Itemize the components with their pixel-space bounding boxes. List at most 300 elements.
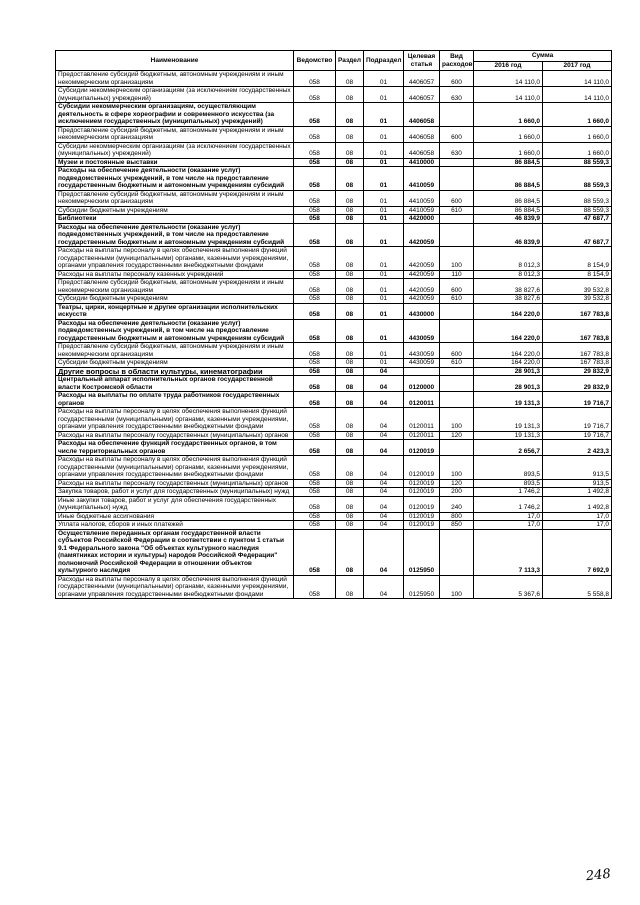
cell-section: 08 bbox=[336, 142, 364, 158]
cell-target: 4420059 bbox=[404, 279, 440, 295]
cell-expense: 630 bbox=[440, 142, 474, 158]
cell-name: Библиотеки bbox=[56, 215, 294, 224]
cell-expense: 600 bbox=[440, 126, 474, 142]
cell-sum-2016: 86 884,5 bbox=[474, 158, 543, 167]
cell-name: Расходы на выплаты персоналу в целях обеспечения выполнения функций государственными (муниципальными) органами, казенными учреждениями, органами управления государственными внебюджетными фондами bbox=[56, 408, 294, 432]
cell-subsection: 04 bbox=[364, 479, 404, 488]
cell-dept: 058 bbox=[294, 215, 336, 224]
cell-subsection: 04 bbox=[364, 392, 404, 408]
cell-dept: 058 bbox=[294, 529, 336, 575]
cell-expense: 240 bbox=[440, 496, 474, 512]
cell-section: 08 bbox=[336, 456, 364, 480]
cell-name: Театры, цирки, концертные и другие организации исполнительских искусств bbox=[56, 303, 294, 319]
cell-sum-2016: 7 113,3 bbox=[474, 529, 543, 575]
table-row bbox=[56, 431, 612, 440]
cell-sum-2016: 28 901,3 bbox=[474, 376, 543, 392]
cell-name: Расходы на обеспечение деятельности (оказание услуг) подведомственных учреждений, в том числе на предоставление государственным бюджетным и автономным учреждениям субсидий bbox=[56, 223, 294, 247]
cell-target: 4430000 bbox=[404, 303, 440, 319]
cell-target: 0125950 bbox=[404, 575, 440, 599]
table-row bbox=[56, 367, 612, 376]
cell-target: 0120019 bbox=[404, 440, 440, 456]
cell-dept: 058 bbox=[294, 190, 336, 206]
table-row bbox=[56, 223, 612, 247]
cell-sum-2016: 46 839,9 bbox=[474, 223, 543, 247]
cell-subsection: 04 bbox=[364, 367, 404, 376]
cell-expense: 100 bbox=[440, 456, 474, 480]
header-year-2017: 2017 год bbox=[543, 62, 612, 71]
table-row bbox=[56, 488, 612, 497]
cell-subsection: 01 bbox=[364, 319, 404, 343]
cell-sum-2017: 17,0 bbox=[543, 512, 612, 521]
cell-section: 08 bbox=[336, 408, 364, 432]
cell-sum-2016: 86 884,5 bbox=[474, 190, 543, 206]
cell-target: 0125950 bbox=[404, 529, 440, 575]
cell-section: 08 bbox=[336, 431, 364, 440]
cell-target: 4406057 bbox=[404, 87, 440, 103]
cell-dept: 058 bbox=[294, 343, 336, 359]
cell-target: 0120011 bbox=[404, 392, 440, 408]
cell-expense bbox=[440, 167, 474, 191]
cell-section: 08 bbox=[336, 359, 364, 368]
cell-dept: 058 bbox=[294, 142, 336, 158]
cell-subsection: 01 bbox=[364, 206, 404, 215]
cell-target: 4406057 bbox=[404, 71, 440, 87]
cell-expense bbox=[440, 303, 474, 319]
cell-sum-2016: 164 220,0 bbox=[474, 319, 543, 343]
cell-expense: 110 bbox=[440, 270, 474, 279]
cell-section: 08 bbox=[336, 103, 364, 127]
cell-sum-2016: 38 827,6 bbox=[474, 279, 543, 295]
cell-sum-2016: 1 660,0 bbox=[474, 103, 543, 127]
cell-name: Иные закупки товаров, работ и услуг для обеспечения государственных (муниципальных) нужд bbox=[56, 496, 294, 512]
cell-name: Расходы на выплаты персоналу казенных учреждений bbox=[56, 270, 294, 279]
cell-section: 08 bbox=[336, 376, 364, 392]
table-row bbox=[56, 167, 612, 191]
cell-sum-2017: 14 110,0 bbox=[543, 71, 612, 87]
cell-target: 0120019 bbox=[404, 496, 440, 512]
cell-dept: 058 bbox=[294, 479, 336, 488]
cell-sum-2017: 913,5 bbox=[543, 479, 612, 488]
cell-section: 08 bbox=[336, 206, 364, 215]
table-row bbox=[56, 190, 612, 206]
header-row bbox=[56, 51, 612, 62]
cell-section: 08 bbox=[336, 247, 364, 271]
cell-subsection: 01 bbox=[364, 247, 404, 271]
cell-dept: 058 bbox=[294, 103, 336, 127]
cell-subsection: 01 bbox=[364, 295, 404, 304]
cell-section: 08 bbox=[336, 71, 364, 87]
cell-name: Осуществление переданных органам государственной власти субъектов Российской Федерации в соответствии с пунктом 1 статьи 9.1 Федерального закона "Об объектах культурного наследия (памятниках истории и культуры) народов Российской Федерации" полномочий Российской Федерации в отношении объектов культурного наследия bbox=[56, 529, 294, 575]
cell-section: 08 bbox=[336, 488, 364, 497]
cell-sum-2017: 167 783,8 bbox=[543, 359, 612, 368]
cell-sum-2017: 1 660,0 bbox=[543, 126, 612, 142]
header-subsection: Подраздел bbox=[364, 51, 404, 71]
cell-sum-2017: 1 660,0 bbox=[543, 103, 612, 127]
cell-target: 0120011 bbox=[404, 431, 440, 440]
cell-expense bbox=[440, 367, 474, 376]
cell-sum-2017: 19 716,7 bbox=[543, 392, 612, 408]
cell-section: 08 bbox=[336, 496, 364, 512]
cell-name: Другие вопросы в области культуры, кинематографии bbox=[56, 367, 294, 376]
cell-dept: 058 bbox=[294, 512, 336, 521]
cell-subsection: 04 bbox=[364, 431, 404, 440]
cell-name: Предоставление субсидий бюджетным, автономным учреждениям и иным некоммерческим организациям bbox=[56, 343, 294, 359]
cell-target: 0120019 bbox=[404, 512, 440, 521]
cell-expense: 100 bbox=[440, 575, 474, 599]
cell-subsection: 04 bbox=[364, 408, 404, 432]
cell-dept: 058 bbox=[294, 167, 336, 191]
cell-sum-2016: 1 746,2 bbox=[474, 488, 543, 497]
cell-sum-2017: 7 692,9 bbox=[543, 529, 612, 575]
header-section: Раздел bbox=[336, 51, 364, 71]
cell-name: Расходы на выплаты персоналу в целях обеспечения выполнения функций государственными (муниципальными) органами, казенными учреждениями, органами управления государственными внебюджетными фондами bbox=[56, 456, 294, 480]
cell-subsection: 01 bbox=[364, 215, 404, 224]
cell-expense: 600 bbox=[440, 190, 474, 206]
cell-sum-2017: 47 687,7 bbox=[543, 223, 612, 247]
cell-subsection: 04 bbox=[364, 488, 404, 497]
table-row bbox=[56, 103, 612, 127]
cell-sum-2017: 88 559,3 bbox=[543, 206, 612, 215]
table-row bbox=[56, 303, 612, 319]
cell-section: 08 bbox=[336, 319, 364, 343]
cell-name: Субсидии некоммерческим организациям (за исключением государственных (муниципальных) учреждений) bbox=[56, 87, 294, 103]
cell-sum-2017: 1 492,8 bbox=[543, 488, 612, 497]
cell-subsection: 01 bbox=[364, 158, 404, 167]
cell-name: Расходы на выплаты персоналу в целях обеспечения выполнения функций государственными (муниципальными) органами, казенными учреждениями, органами управления государственными внебюджетными фондами bbox=[56, 247, 294, 271]
cell-sum-2017: 39 532,8 bbox=[543, 279, 612, 295]
cell-target: 4420000 bbox=[404, 215, 440, 224]
cell-subsection: 04 bbox=[364, 376, 404, 392]
cell-subsection: 04 bbox=[364, 512, 404, 521]
cell-expense: 600 bbox=[440, 71, 474, 87]
cell-dept: 058 bbox=[294, 488, 336, 497]
cell-dept: 058 bbox=[294, 319, 336, 343]
cell-sum-2016: 86 884,5 bbox=[474, 167, 543, 191]
cell-name: Расходы на выплаты персоналу в целях обеспечения выполнения функций государственными (муниципальными) органами, казенными учреждениями, органами управления государственными внебюджетными фондами bbox=[56, 575, 294, 599]
cell-name: Расходы на выплаты персоналу государственных (муниципальных) органов bbox=[56, 479, 294, 488]
cell-target: 0120011 bbox=[404, 408, 440, 432]
cell-expense: 630 bbox=[440, 87, 474, 103]
cell-dept: 058 bbox=[294, 392, 336, 408]
cell-sum-2017: 17,0 bbox=[543, 521, 612, 530]
header-sum: Сумма bbox=[474, 51, 612, 62]
cell-name: Предоставление субсидий бюджетным, автономным учреждениям и иным некоммерческим организациям bbox=[56, 126, 294, 142]
table-row bbox=[56, 87, 612, 103]
cell-target: 0120019 bbox=[404, 456, 440, 480]
cell-section: 08 bbox=[336, 215, 364, 224]
cell-section: 08 bbox=[336, 270, 364, 279]
cell-sum-2016: 1 746,2 bbox=[474, 496, 543, 512]
header-name: Наименование bbox=[56, 51, 294, 71]
cell-expense: 610 bbox=[440, 359, 474, 368]
cell-sum-2017: 19 716,7 bbox=[543, 431, 612, 440]
cell-sum-2017: 8 154,9 bbox=[543, 247, 612, 271]
cell-subsection: 01 bbox=[364, 343, 404, 359]
cell-expense: 850 bbox=[440, 521, 474, 530]
cell-name: Предоставление субсидий бюджетным, автономным учреждениям и иным некоммерческим организациям bbox=[56, 71, 294, 87]
cell-dept: 058 bbox=[294, 456, 336, 480]
cell-section: 08 bbox=[336, 343, 364, 359]
table-row bbox=[56, 142, 612, 158]
cell-dept: 058 bbox=[294, 270, 336, 279]
cell-sum-2016: 1 660,0 bbox=[474, 126, 543, 142]
header-target: Целевая статья bbox=[404, 51, 440, 71]
cell-sum-2017: 913,5 bbox=[543, 456, 612, 480]
cell-target: 4420059 bbox=[404, 295, 440, 304]
table-row bbox=[56, 126, 612, 142]
cell-subsection: 01 bbox=[364, 71, 404, 87]
table-row bbox=[56, 512, 612, 521]
cell-sum-2017: 167 783,8 bbox=[543, 319, 612, 343]
cell-sum-2016: 2 656,7 bbox=[474, 440, 543, 456]
cell-section: 08 bbox=[336, 295, 364, 304]
cell-sum-2017: 19 716,7 bbox=[543, 408, 612, 432]
cell-dept: 058 bbox=[294, 359, 336, 368]
cell-section: 08 bbox=[336, 223, 364, 247]
cell-target: 4430059 bbox=[404, 343, 440, 359]
cell-section: 08 bbox=[336, 190, 364, 206]
cell-subsection: 01 bbox=[364, 270, 404, 279]
cell-target bbox=[404, 367, 440, 376]
cell-name: Музеи и постоянные выставки bbox=[56, 158, 294, 167]
table-row bbox=[56, 343, 612, 359]
cell-section: 08 bbox=[336, 512, 364, 521]
cell-dept: 058 bbox=[294, 71, 336, 87]
cell-name: Субсидии некоммерческим организациям (за исключением государственных (муниципальных) учреждений) bbox=[56, 142, 294, 158]
cell-expense: 100 bbox=[440, 408, 474, 432]
cell-sum-2016: 19 131,3 bbox=[474, 431, 543, 440]
cell-sum-2017: 29 832,9 bbox=[543, 367, 612, 376]
cell-expense: 100 bbox=[440, 247, 474, 271]
cell-target: 4410059 bbox=[404, 206, 440, 215]
cell-target: 4420059 bbox=[404, 270, 440, 279]
cell-dept: 058 bbox=[294, 431, 336, 440]
cell-name: Иные бюджетные ассигнования bbox=[56, 512, 294, 521]
table-row bbox=[56, 529, 612, 575]
cell-expense: 120 bbox=[440, 431, 474, 440]
budget-sheet bbox=[55, 50, 611, 599]
cell-expense: 610 bbox=[440, 206, 474, 215]
cell-section: 08 bbox=[336, 279, 364, 295]
table-row bbox=[56, 408, 612, 432]
cell-sum-2017: 14 110,0 bbox=[543, 87, 612, 103]
cell-subsection: 04 bbox=[364, 575, 404, 599]
cell-section: 08 bbox=[336, 440, 364, 456]
cell-dept: 058 bbox=[294, 279, 336, 295]
table-row bbox=[56, 71, 612, 87]
table-row bbox=[56, 376, 612, 392]
cell-expense bbox=[440, 392, 474, 408]
cell-sum-2016: 28 901,3 bbox=[474, 367, 543, 376]
cell-dept: 058 bbox=[294, 367, 336, 376]
header-dept: Ведомство bbox=[294, 51, 336, 71]
cell-subsection: 01 bbox=[364, 167, 404, 191]
table-row bbox=[56, 319, 612, 343]
cell-sum-2017: 39 532,8 bbox=[543, 295, 612, 304]
table-row bbox=[56, 158, 612, 167]
table-row bbox=[56, 440, 612, 456]
cell-dept: 058 bbox=[294, 247, 336, 271]
cell-sum-2016: 8 012,3 bbox=[474, 247, 543, 271]
table-row bbox=[56, 496, 612, 512]
cell-subsection: 01 bbox=[364, 223, 404, 247]
cell-sum-2017: 2 423,3 bbox=[543, 440, 612, 456]
cell-expense bbox=[440, 529, 474, 575]
cell-expense: 610 bbox=[440, 295, 474, 304]
cell-dept: 058 bbox=[294, 575, 336, 599]
cell-target: 4406058 bbox=[404, 126, 440, 142]
cell-subsection: 01 bbox=[364, 279, 404, 295]
cell-subsection: 04 bbox=[364, 521, 404, 530]
table-row bbox=[56, 479, 612, 488]
cell-section: 08 bbox=[336, 479, 364, 488]
table-row bbox=[56, 215, 612, 224]
cell-name: Расходы на выплаты по оплате труда работников государственных органов bbox=[56, 392, 294, 408]
cell-name: Предоставление субсидий бюджетным, автономным учреждениям и иным некоммерческим организациям bbox=[56, 279, 294, 295]
cell-sum-2017: 29 832,9 bbox=[543, 376, 612, 392]
cell-section: 08 bbox=[336, 575, 364, 599]
cell-subsection: 01 bbox=[364, 359, 404, 368]
table-row bbox=[56, 521, 612, 530]
cell-sum-2017: 1 492,8 bbox=[543, 496, 612, 512]
cell-sum-2017: 5 558,8 bbox=[543, 575, 612, 599]
cell-section: 08 bbox=[336, 167, 364, 191]
cell-name: Расходы на обеспечение функций государственных органов, в том числе территориальных органов bbox=[56, 440, 294, 456]
cell-sum-2016: 46 839,9 bbox=[474, 215, 543, 224]
cell-subsection: 01 bbox=[364, 126, 404, 142]
cell-expense: 120 bbox=[440, 479, 474, 488]
cell-subsection: 01 bbox=[364, 142, 404, 158]
cell-name: Расходы на обеспечение деятельности (оказание услуг) подведомственных учреждений, в том числе на предоставление государственным бюджетным и автономным учреждениям субсидий bbox=[56, 167, 294, 191]
cell-expense bbox=[440, 103, 474, 127]
cell-sum-2017: 88 559,3 bbox=[543, 190, 612, 206]
cell-subsection: 01 bbox=[364, 87, 404, 103]
cell-section: 08 bbox=[336, 303, 364, 319]
table-row bbox=[56, 295, 612, 304]
cell-target: 4420059 bbox=[404, 223, 440, 247]
cell-target: 4410000 bbox=[404, 158, 440, 167]
cell-section: 08 bbox=[336, 87, 364, 103]
cell-target: 4410059 bbox=[404, 190, 440, 206]
cell-sum-2017: 167 783,8 bbox=[543, 303, 612, 319]
cell-sum-2016: 164 220,0 bbox=[474, 303, 543, 319]
cell-expense: 600 bbox=[440, 343, 474, 359]
cell-sum-2017: 167 783,8 bbox=[543, 343, 612, 359]
cell-name: Субсидии бюджетным учреждениям bbox=[56, 206, 294, 215]
cell-target: 4410059 bbox=[404, 167, 440, 191]
cell-target: 0120019 bbox=[404, 521, 440, 530]
cell-expense bbox=[440, 223, 474, 247]
cell-name: Центральный аппарат исполнительных органов государственной власти Костромской области bbox=[56, 376, 294, 392]
cell-name: Расходы на обеспечение деятельности (оказание услуг) подведомственных учреждений, в том числе на предоставление государственным бюджетным и автономным учреждениям субсидий bbox=[56, 319, 294, 343]
cell-expense: 600 bbox=[440, 279, 474, 295]
cell-subsection: 04 bbox=[364, 496, 404, 512]
cell-name: Субсидии бюджетным учреждениям bbox=[56, 359, 294, 368]
cell-target: 0120019 bbox=[404, 479, 440, 488]
cell-expense bbox=[440, 158, 474, 167]
cell-dept: 058 bbox=[294, 158, 336, 167]
cell-name: Уплата налогов, сборов и иных платежей bbox=[56, 521, 294, 530]
cell-section: 08 bbox=[336, 158, 364, 167]
cell-sum-2017: 8 154,9 bbox=[543, 270, 612, 279]
header-year-2016: 2016 год bbox=[474, 62, 543, 71]
cell-expense: 800 bbox=[440, 512, 474, 521]
cell-section: 08 bbox=[336, 126, 364, 142]
cell-sum-2016: 893,5 bbox=[474, 479, 543, 488]
cell-sum-2016: 14 110,0 bbox=[474, 71, 543, 87]
cell-dept: 058 bbox=[294, 126, 336, 142]
cell-sum-2016: 86 884,5 bbox=[474, 206, 543, 215]
cell-name: Закупка товаров, работ и услуг для государственных (муниципальных) нужд bbox=[56, 488, 294, 497]
cell-section: 08 bbox=[336, 392, 364, 408]
cell-sum-2016: 19 131,3 bbox=[474, 408, 543, 432]
cell-dept: 058 bbox=[294, 295, 336, 304]
cell-dept: 058 bbox=[294, 496, 336, 512]
cell-dept: 058 bbox=[294, 87, 336, 103]
cell-subsection: 01 bbox=[364, 190, 404, 206]
cell-sum-2016: 1 660,0 bbox=[474, 142, 543, 158]
header-expense: Вид расходов bbox=[440, 51, 474, 71]
cell-sum-2017: 47 687,7 bbox=[543, 215, 612, 224]
cell-target: 0120000 bbox=[404, 376, 440, 392]
cell-name: Субсидии некоммерческим организациям, осуществляющим деятельность в сфере хореографии и современного искусства (за исключением государственных (муниципальных) учреждений) bbox=[56, 103, 294, 127]
cell-section: 08 bbox=[336, 521, 364, 530]
cell-target: 0120019 bbox=[404, 488, 440, 497]
cell-sum-2016: 8 012,3 bbox=[474, 270, 543, 279]
table-row bbox=[56, 392, 612, 408]
cell-subsection: 04 bbox=[364, 456, 404, 480]
cell-sum-2016: 893,5 bbox=[474, 456, 543, 480]
cell-section: 08 bbox=[336, 367, 364, 376]
cell-sum-2016: 19 131,3 bbox=[474, 392, 543, 408]
cell-target: 4420059 bbox=[404, 247, 440, 271]
cell-dept: 058 bbox=[294, 206, 336, 215]
page-number: 248 bbox=[585, 866, 612, 885]
cell-expense bbox=[440, 215, 474, 224]
table-row bbox=[56, 359, 612, 368]
table-body bbox=[56, 71, 612, 599]
cell-target: 4406058 bbox=[404, 103, 440, 127]
cell-sum-2016: 17,0 bbox=[474, 521, 543, 530]
cell-expense bbox=[440, 319, 474, 343]
cell-name: Субсидии бюджетным учреждениям bbox=[56, 295, 294, 304]
table-row bbox=[56, 575, 612, 599]
cell-target: 4430059 bbox=[404, 319, 440, 343]
cell-sum-2016: 5 367,6 bbox=[474, 575, 543, 599]
cell-sum-2017: 88 559,3 bbox=[543, 158, 612, 167]
cell-target: 4430059 bbox=[404, 359, 440, 368]
cell-sum-2016: 164 220,0 bbox=[474, 343, 543, 359]
cell-expense bbox=[440, 440, 474, 456]
cell-subsection: 01 bbox=[364, 103, 404, 127]
cell-expense: 200 bbox=[440, 488, 474, 497]
cell-sum-2016: 17,0 bbox=[474, 512, 543, 521]
cell-subsection: 04 bbox=[364, 529, 404, 575]
table-row bbox=[56, 206, 612, 215]
cell-sum-2016: 164 220,0 bbox=[474, 359, 543, 368]
cell-dept: 058 bbox=[294, 223, 336, 247]
cell-sum-2016: 38 827,6 bbox=[474, 295, 543, 304]
cell-sum-2016: 14 110,0 bbox=[474, 87, 543, 103]
cell-sum-2017: 1 660,0 bbox=[543, 142, 612, 158]
table-row bbox=[56, 270, 612, 279]
table-row bbox=[56, 456, 612, 480]
cell-target: 4406058 bbox=[404, 142, 440, 158]
cell-subsection: 04 bbox=[364, 440, 404, 456]
cell-section: 08 bbox=[336, 529, 364, 575]
cell-expense bbox=[440, 376, 474, 392]
cell-dept: 058 bbox=[294, 303, 336, 319]
